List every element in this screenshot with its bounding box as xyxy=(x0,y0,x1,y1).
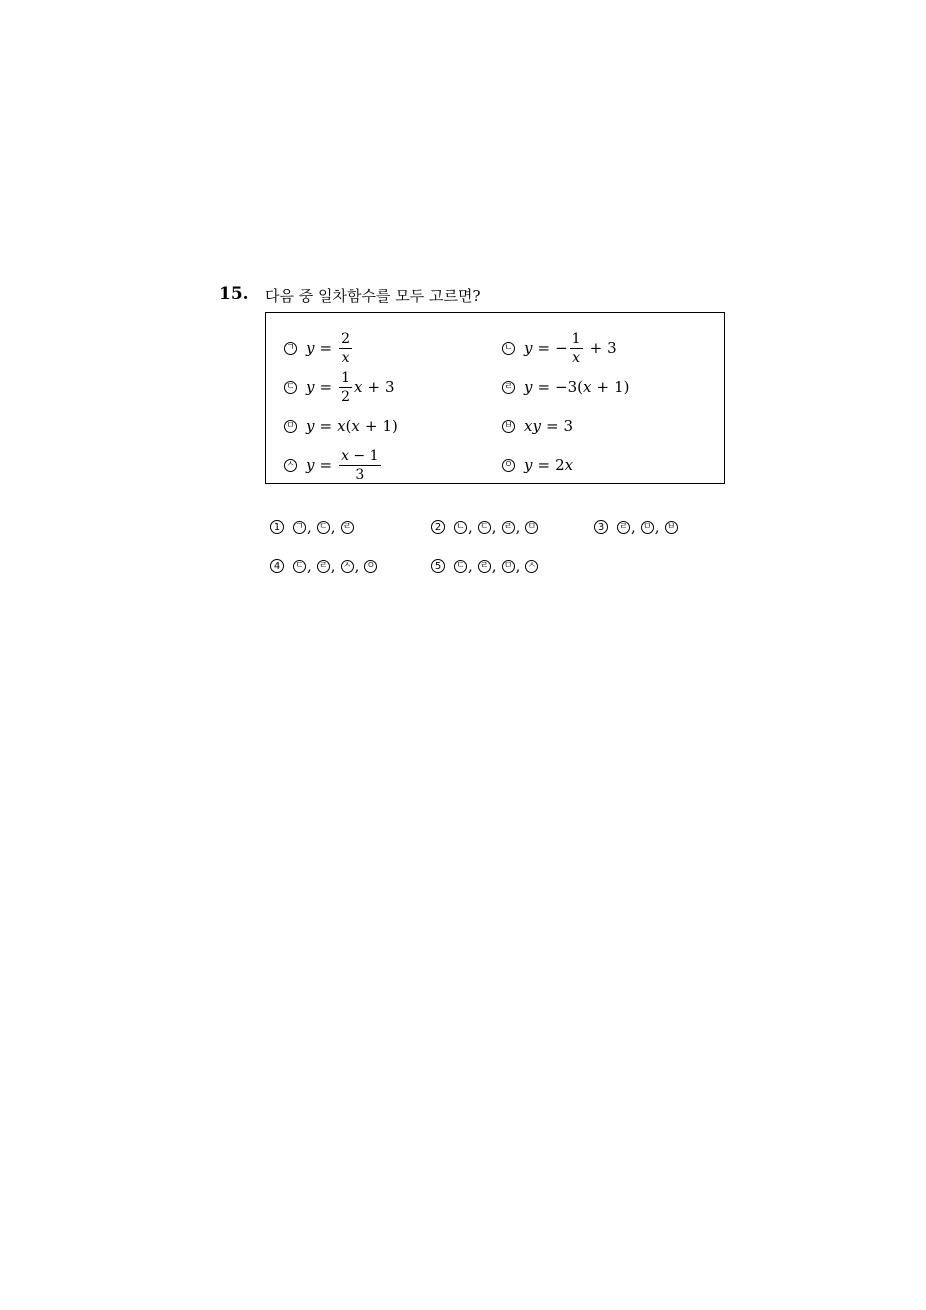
option-expression: xy = 3 xyxy=(524,417,574,435)
option-marker: ㄹ xyxy=(502,381,515,394)
option-marker: ㄴ xyxy=(502,342,515,355)
choice-item-marker: ㅁ xyxy=(502,560,515,573)
choice-number: 4 xyxy=(270,559,284,573)
choice-items xyxy=(293,518,354,536)
choice-number: 3 xyxy=(594,520,608,534)
option-expression: y = x ( x + 1) xyxy=(306,417,398,435)
comma-separator: , xyxy=(491,518,497,536)
option-expression: y = $\frac{2}{x}$ xyxy=(306,330,350,366)
comma-separator: , xyxy=(468,557,473,575)
choice-number: 5 xyxy=(431,559,445,573)
option-a xyxy=(284,330,354,366)
option-b xyxy=(502,330,617,366)
comma-separator: , xyxy=(307,557,312,575)
choice-items xyxy=(454,557,538,575)
choice-item-marker: ㅂ xyxy=(665,521,678,534)
choice-item-marker: ㄹ xyxy=(317,560,330,573)
choice-item-marker: ㄷ xyxy=(293,560,306,573)
choice-1[interactable] xyxy=(270,518,354,536)
option-expression: y = $\frac{x - 1}{3}$ xyxy=(306,447,379,483)
comma-separator: , xyxy=(330,518,336,536)
choice-4[interactable] xyxy=(270,557,377,575)
choice-item-marker: ㄷ xyxy=(454,560,467,573)
choice-item-marker: ㅅ xyxy=(525,560,538,573)
choice-item-marker: ㄷ xyxy=(317,521,330,534)
choice-item-marker: ㅇ xyxy=(364,560,377,573)
choice-item-marker: ㄹ xyxy=(617,521,630,534)
choice-item-marker: ㅁ xyxy=(641,521,654,534)
question-number: 15. xyxy=(219,284,249,304)
option-marker: ㅇ xyxy=(502,459,515,472)
comma-separator: , xyxy=(468,518,473,536)
choice-items xyxy=(454,518,538,536)
choice-item-marker: ㄹ xyxy=(478,560,491,573)
comma-separator: , xyxy=(515,557,521,575)
option-expression: y = −3( x + 1) xyxy=(524,378,630,396)
choice-number: 2 xyxy=(431,520,445,534)
option-c xyxy=(284,369,395,405)
option-f xyxy=(502,411,573,441)
option-marker: ㅁ xyxy=(284,420,297,433)
comma-separator: , xyxy=(515,518,521,536)
choice-item-marker: ㄹ xyxy=(502,521,515,534)
choice-items xyxy=(617,518,678,536)
option-g xyxy=(284,447,383,483)
comma-separator: , xyxy=(354,557,360,575)
choice-item-marker: ㄱ xyxy=(293,521,306,534)
option-d xyxy=(502,372,629,402)
comma-separator: , xyxy=(491,557,497,575)
comma-separator: , xyxy=(307,518,312,536)
choice-item-marker: ㄹ xyxy=(341,521,354,534)
comma-separator: , xyxy=(631,518,636,536)
option-expression: y = $\frac{1}{2}$ x + 3 xyxy=(306,369,395,405)
option-marker: ㄷ xyxy=(284,381,297,394)
option-e xyxy=(284,411,398,441)
comma-separator: , xyxy=(654,518,660,536)
choice-item-marker: ㅅ xyxy=(341,560,354,573)
option-h xyxy=(502,450,573,480)
choice-item-marker: ㄷ xyxy=(478,521,491,534)
choice-2[interactable] xyxy=(431,518,538,536)
choice-3[interactable] xyxy=(594,518,678,536)
option-marker: ㅅ xyxy=(284,459,297,472)
choice-item-marker: ㅁ xyxy=(525,521,538,534)
options-box xyxy=(265,312,725,484)
choice-item-marker: ㄴ xyxy=(454,521,467,534)
option-expression: y = − $\frac{1}{x}$ + 3 xyxy=(524,330,617,366)
question-text: 다음 중 일차함수를 모두 고르면? xyxy=(265,287,481,305)
choice-5[interactable] xyxy=(431,557,538,575)
comma-separator: , xyxy=(330,557,336,575)
option-marker: ㅂ xyxy=(502,420,515,433)
choice-items xyxy=(293,557,377,575)
option-marker: ㄱ xyxy=(284,342,297,355)
choice-number: 1 xyxy=(270,520,284,534)
option-expression: y = 2 x xyxy=(524,456,574,474)
